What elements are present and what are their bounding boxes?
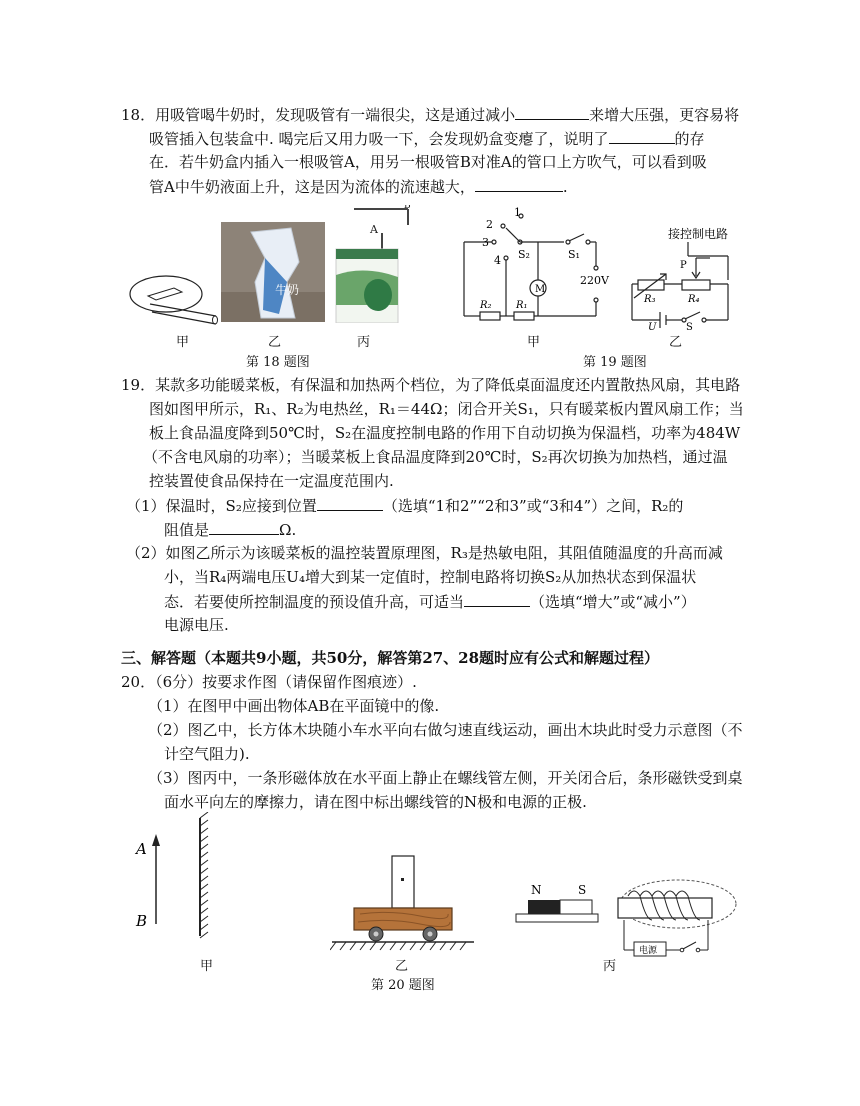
switch-s1-label: S₁: [568, 248, 580, 261]
fig18-straw-tip: [126, 270, 218, 326]
contact-1: 1: [514, 206, 521, 219]
q19-part1-line1: （1）保温时，S₂应接到位置 （选填“1和2”“2和3”或“3和4”）之间，R₂的: [126, 497, 684, 515]
section3-heading: 三、解答题（本题共9小题，共50分，解答第27、28题时应有公式和解题过程）: [121, 649, 660, 667]
fig19-circuit-jia: [456, 204, 618, 328]
q18-blank-3[interactable]: [475, 176, 563, 192]
q18-line2: 吸管插入包装盒中. 喝完后又用力吸一下，会发现奶盒变瘪了，说明了 的存: [149, 130, 705, 148]
fig18-label-bing: 丙: [357, 335, 371, 350]
magnet-s-pole: [560, 900, 592, 914]
point-b-label: B: [136, 912, 148, 930]
u-label: U: [648, 322, 657, 330]
q19-line3: 板上食品温度降到50℃时，S₂在温度控制电路的作用下自动切换为保温档，功率为484W: [149, 424, 741, 442]
fig20-label-bing: 丙: [603, 959, 617, 974]
fig19-caption: 第 19 题图: [583, 355, 647, 370]
point-a-label: A: [136, 840, 147, 858]
fig19-label-yi: 乙: [669, 335, 683, 350]
fig18-label-yi: 乙: [268, 335, 282, 350]
r2-label: R₂: [480, 300, 492, 311]
q19-line5: 控装置使食品保持在一定温度范围内.: [149, 472, 394, 490]
motor-label: M: [535, 284, 546, 295]
fig18-caption: 第 18 题图: [246, 355, 310, 370]
magnet-s-label: S: [578, 883, 587, 897]
fig20-cart-yi: [330, 852, 476, 952]
q19-blank-2[interactable]: [209, 519, 279, 535]
voltage-label: 220V: [580, 274, 609, 287]
q19-part2-line2: 小，当R₄两端电压U₄增大到某一定值时，控制电路将切换S₂从加热状态到保温状: [164, 568, 697, 586]
q19-line1: 19．某款多功能暖菜板，有保温和加热两个档位，为了降低桌面温度还内置散热风扇，其电路: [121, 376, 741, 394]
r4-label: R₄: [688, 294, 700, 305]
fig20-mirror-jia: [130, 812, 220, 942]
q19-part2-line4: 电源电压.: [164, 616, 229, 634]
contact-4: 4: [494, 254, 501, 267]
fig19-circuit-yi: [624, 226, 744, 330]
fig19-label-jia: 甲: [527, 335, 541, 350]
slider-p-label: P: [680, 260, 687, 271]
q20-part3-line1: （3）图丙中，一条形磁体放在水平面上静止在螺线管左侧，开关闭合后，条形磁铁受到桌: [148, 769, 743, 787]
q18-blank-2[interactable]: [609, 128, 675, 144]
fig20-caption: 第 20 题图: [371, 978, 435, 993]
q19-line4: （不含电风扇的功率）；当暖菜板上食品温度降到20℃时，S₂再次切换为加热档，通过温: [143, 448, 728, 466]
fig18-carton-straws-photo: [334, 205, 426, 323]
q19-blank-3[interactable]: [464, 591, 530, 607]
q19-line2: 图如图甲所示，R₁、R₂为电热丝，R₁＝44Ω；闭合开关S₁，只有暖菜板内置风扇工作；当: [149, 400, 744, 418]
control-circuit-label: 接控制电路: [668, 227, 729, 241]
carton-with-straws-image: [334, 205, 426, 323]
arrow-head-icon: [152, 834, 160, 846]
carton-text: 牛奶: [275, 283, 300, 297]
q20-line1: 20．（6分）按要求作图（请保留作图痕迹）.: [121, 673, 417, 691]
fig18-crushed-carton-photo: [221, 222, 325, 322]
q18-line3: 在．若牛奶盒内插入一根吸管A，用另一根吸管B对准A的管口上方吹气，可以看到吸: [149, 153, 707, 171]
switch-s-label: S: [686, 322, 693, 330]
straw-b-label: B: [404, 205, 411, 211]
r3-label: R₃: [644, 294, 656, 305]
q19-blank-1[interactable]: [317, 495, 383, 511]
fig20-label-yi: 乙: [395, 959, 409, 974]
switch-s2-label: S₂: [518, 248, 530, 261]
straw-a-label: A: [370, 223, 378, 236]
q20-part2-line1: （2）图乙中，长方体木块随小车水平向右做匀速直线运动，画出木块此时受力示意图（不: [148, 721, 743, 739]
contact-2: 2: [486, 218, 493, 231]
q20-part2-line2: 计空气阻力).: [164, 745, 250, 763]
q19-part2-line1: （2）如图乙所示为该暖菜板的温控装置原理图，R₃是热敏电阻，其阻值随温度的升高而减: [126, 544, 723, 562]
fig20-label-jia: 甲: [200, 959, 214, 974]
q19-part2-line3: 态．若要使所控制温度的预设值升高，可适当 （选填“增大”或“减小”）: [164, 593, 696, 611]
magnet-n-pole: [528, 900, 560, 914]
contact-3: 3: [482, 236, 489, 249]
q18-line1: 18．用吸管喝牛奶时，发现吸管有一端很尖，这是通过减小 来增大压强，更容易将: [121, 106, 740, 124]
wood-block: [392, 856, 414, 908]
fig20-magnet-solenoid-bing: [512, 864, 748, 962]
q20-part3-line2: 面水平向左的摩擦力，请在图中标出螺线管的N极和电源的正极.: [164, 793, 587, 811]
q18-blank-1[interactable]: [515, 104, 589, 120]
q20-part1: （1）在图甲中画出物体AB在平面镜中的像.: [148, 697, 440, 715]
fig18-label-jia: 甲: [176, 335, 190, 350]
r1-label: R₁: [516, 300, 528, 311]
q18-line4: 管A中牛奶液面上升，这是因为流体的流速越大， .: [149, 178, 568, 196]
magnet-n-label: N: [531, 883, 542, 897]
crushed-carton-image: [221, 222, 325, 322]
q19-part1-line2: 阻值是 Ω.: [164, 521, 297, 539]
power-label: 电源: [639, 946, 658, 956]
